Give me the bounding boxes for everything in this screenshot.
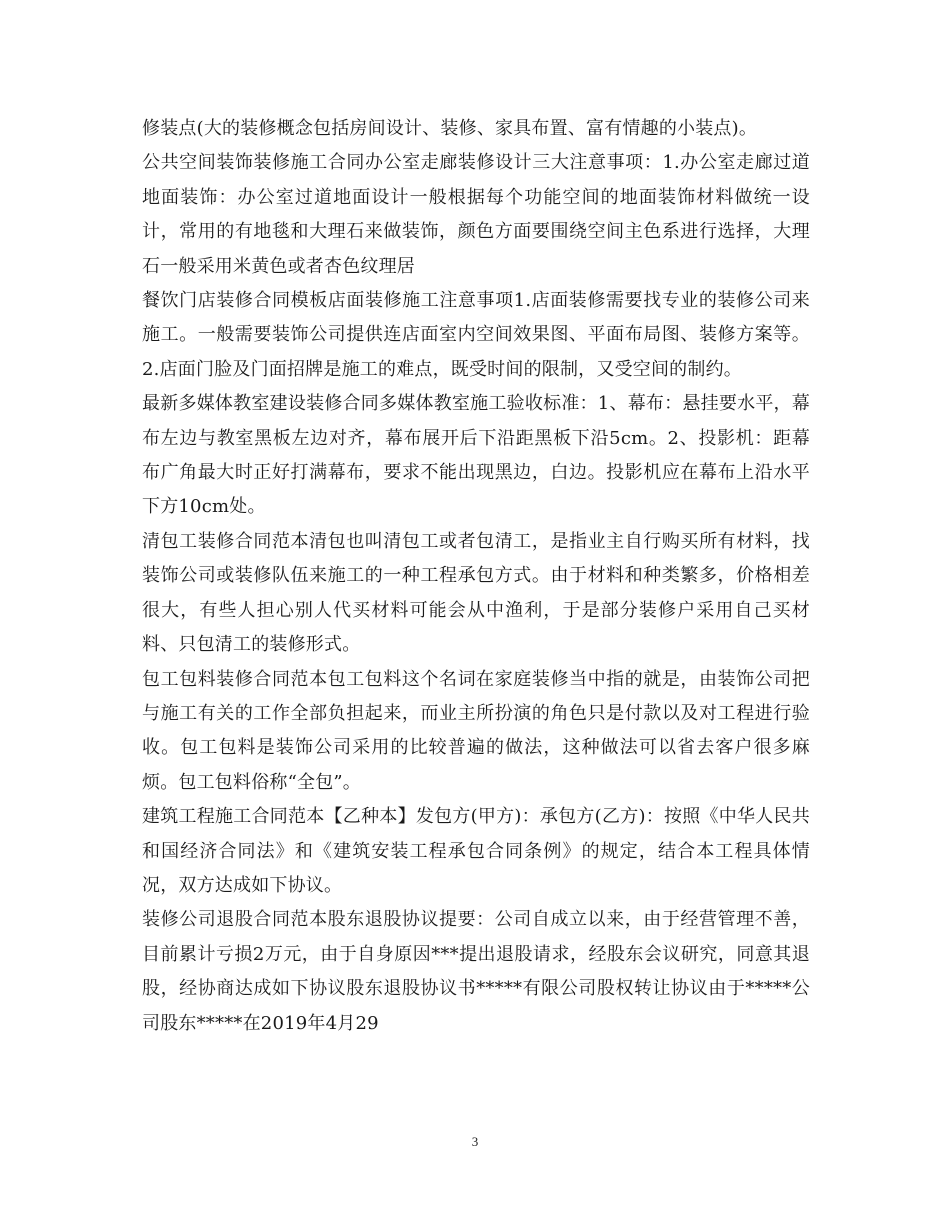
paragraph-share-withdrawal-contract: 装修公司退股合同范本股东退股协议提要：公司自成立以来，由于经营管理不善，目前累计亏损2万元，由于自身原因***提出退股请求，经股东会议研究，同意其退股，经协商达成如下协议股东退股协议书*****有限公司股权转让协议由于*****公司股东*****在2019年4月29 xyxy=(142,909,810,1034)
paragraph-multimedia-classroom-contract: 最新多媒体教室建设装修合同多媒体教室施工验收标准：1、幕布：悬挂要水平，幕布左边与教室黑板左边对齐，幕布展开后下沿距黑板下沿5cm。2、投影机：距幕布广角最大时正好打满幕布，要求不能出现黑边，白边。投影机应在幕布上沿水平下方10cm处。 xyxy=(142,393,810,518)
paragraph-construction-contract: 建筑工程施工合同范本【乙种本】发包方(甲方)：承包方(乙方)：按照《中华人民共和国经济合同法》和《建筑安装工程承包合同条例》的规定，结合本工程具体情况，双方达成如下协议。 xyxy=(142,806,810,896)
paragraph-full-package-contract: 包工包料装修合同范本包工包料这个名词在家庭装修当中指的就是，由装饰公司把与施工有关的工作全部负担起来，而业主所扮演的角色只是付款以及对工程进行验收。包工包料是装饰公司采用的比较普遍的做法，这种做法可以省去客户很多麻烦。包工包料俗称“全包”。 xyxy=(142,668,810,793)
paragraph-labor-only-contract: 清包工装修合同范本清包也叫清包工或者包清工，是指业主自行购买所有材料，找装饰公司或装修队伍来施工的一种工程承包方式。由于材料和种类繁多，价格相差很大，有些人担心别人代买材料可能会从中渔利，于是部分装修户采用自己买材料、只包清工的装修形式。 xyxy=(142,530,810,656)
paragraph-decoration-concept: 修装点(大的装修概念包括房间设计、装修、家具布置、富有情趣的小装点)。 xyxy=(142,118,758,139)
document-body xyxy=(142,112,810,1041)
page-number: 3 xyxy=(471,1134,479,1149)
paragraph-public-space-contract: 公共空间装饰装修施工合同办公室走廊装修设计三大注意事项：1.办公室走廊过道地面装饰：办公室过道地面设计一般根据每个功能空间的地面装饰材料做统一设计，常用的有地毯和大理石来做装饰，颜色方面要围绕空间主色系进行选择，大理石一般采用米黄色或者杏色纹理居 xyxy=(142,152,810,277)
paragraph-restaurant-contract: 餐饮门店装修合同模板店面装修施工注意事项1.店面装修需要找专业的装修公司来施工。一般需要装饰公司提供连店面室内空间效果图、平面布局图、装修方案等。2.店面门脸及门面招牌是施工的难点，既受时间的限制，又受空间的制约。 xyxy=(142,290,810,380)
